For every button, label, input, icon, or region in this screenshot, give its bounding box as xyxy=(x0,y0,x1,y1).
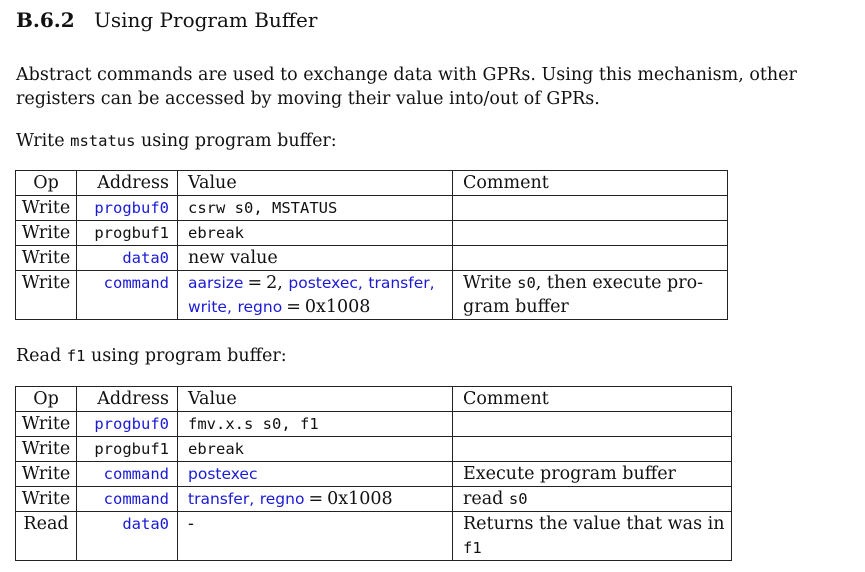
comment-text: gram buffer xyxy=(463,297,569,317)
table-row xyxy=(16,412,732,437)
cell-address: progbuf1 xyxy=(94,224,169,242)
cell-op: Write xyxy=(16,462,77,487)
caption-text: Write xyxy=(16,131,71,151)
equals-sign: = xyxy=(308,489,324,509)
cell-op: Write xyxy=(16,487,77,512)
table-row xyxy=(16,246,728,271)
table-header-row xyxy=(16,171,728,196)
register-link[interactable]: command xyxy=(103,465,169,483)
field-link[interactable]: regno xyxy=(259,490,305,508)
section-title: Using Program Buffer xyxy=(94,8,318,32)
cell-op: Write xyxy=(16,412,77,437)
table1-caption xyxy=(16,131,337,151)
register-link[interactable]: data0 xyxy=(122,515,169,533)
cell-value: csrw s0, MSTATUS xyxy=(188,199,338,217)
field-link[interactable]: postexec, xyxy=(288,274,363,292)
table-row xyxy=(16,512,732,561)
header-comment: Comment xyxy=(453,387,732,412)
table-row xyxy=(16,271,728,320)
caption-register: f1 xyxy=(66,347,86,365)
cell-comment xyxy=(453,412,732,437)
cell-comment xyxy=(453,196,728,221)
cell-comment xyxy=(453,246,728,271)
table-row xyxy=(16,437,732,462)
comment-register: f1 xyxy=(463,539,482,557)
field-link[interactable]: transfer, xyxy=(188,490,255,508)
field-link[interactable]: transfer, xyxy=(368,274,435,292)
table-read-f1 xyxy=(15,386,732,561)
cell-comment xyxy=(453,487,732,512)
caption-register: mstatus xyxy=(70,132,136,150)
cell-comment xyxy=(453,271,728,320)
cell-value: ebreak xyxy=(188,440,244,458)
comment-register: s0 xyxy=(517,274,536,292)
field-link[interactable]: aarsize xyxy=(188,274,244,292)
cell-value: - xyxy=(178,512,453,561)
field-value: 0x1008 xyxy=(304,297,371,317)
comment-text: Write xyxy=(463,273,518,293)
header-op: Op xyxy=(16,171,77,196)
comment-register: s0 xyxy=(508,490,528,508)
header-value: Value xyxy=(178,387,453,412)
intro-paragraph: Abstract commands are used to exchange data with GPRs. Using this mechanism, other registers can be accessed by moving their value into/out of GPRs. xyxy=(16,65,797,109)
register-link[interactable]: command xyxy=(103,274,169,292)
register-link[interactable]: command xyxy=(103,490,169,508)
cell-op: Write xyxy=(16,221,77,246)
register-link[interactable]: progbuf0 xyxy=(94,415,169,433)
comment-text: , then execute pro- xyxy=(535,273,704,293)
section-number: B.6.2 xyxy=(16,8,75,32)
comment-text: Returns the value that was in xyxy=(463,514,725,534)
cell-op: Write xyxy=(16,437,77,462)
table-header-row xyxy=(16,387,732,412)
header-comment: Comment xyxy=(453,171,728,196)
table-row xyxy=(16,221,728,246)
header-address: Address xyxy=(77,387,178,412)
header-op: Op xyxy=(16,387,77,412)
cell-comment: Execute program buffer xyxy=(453,462,732,487)
cell-address: progbuf1 xyxy=(94,440,169,458)
caption-text: using program buffer: xyxy=(135,131,337,151)
cell-value: fmv.x.s s0, f1 xyxy=(188,415,319,433)
cell-value: new value xyxy=(178,246,453,271)
cell-value xyxy=(178,487,453,512)
field-link[interactable]: write, xyxy=(188,298,232,316)
field-link[interactable]: regno xyxy=(237,298,283,316)
section-heading xyxy=(16,8,317,32)
cell-op: Write xyxy=(16,246,77,271)
equals-sign: = xyxy=(247,273,263,293)
cell-value xyxy=(178,271,453,320)
register-link[interactable]: progbuf0 xyxy=(94,199,169,217)
register-link[interactable]: data0 xyxy=(122,249,169,267)
table-row xyxy=(16,462,732,487)
cell-comment xyxy=(453,512,732,561)
caption-text: using program buffer: xyxy=(85,346,287,366)
cell-op: Read xyxy=(16,512,77,561)
cell-comment xyxy=(453,221,728,246)
table-row xyxy=(16,487,732,512)
table-write-mstatus xyxy=(15,170,728,320)
cell-comment xyxy=(453,437,732,462)
header-value: Value xyxy=(178,171,453,196)
cell-op: Write xyxy=(16,196,77,221)
cell-value: ebreak xyxy=(188,224,244,242)
table-row xyxy=(16,196,728,221)
equals-sign: = xyxy=(286,297,301,317)
cell-op: Write xyxy=(16,271,77,320)
caption-text: Read xyxy=(16,346,67,366)
comment-text: read xyxy=(463,489,509,509)
field-value: 2, xyxy=(266,273,283,293)
field-value: 0x1008 xyxy=(327,489,393,509)
field-link[interactable]: postexec xyxy=(188,465,258,483)
table2-caption xyxy=(16,346,287,366)
header-address: Address xyxy=(77,171,178,196)
